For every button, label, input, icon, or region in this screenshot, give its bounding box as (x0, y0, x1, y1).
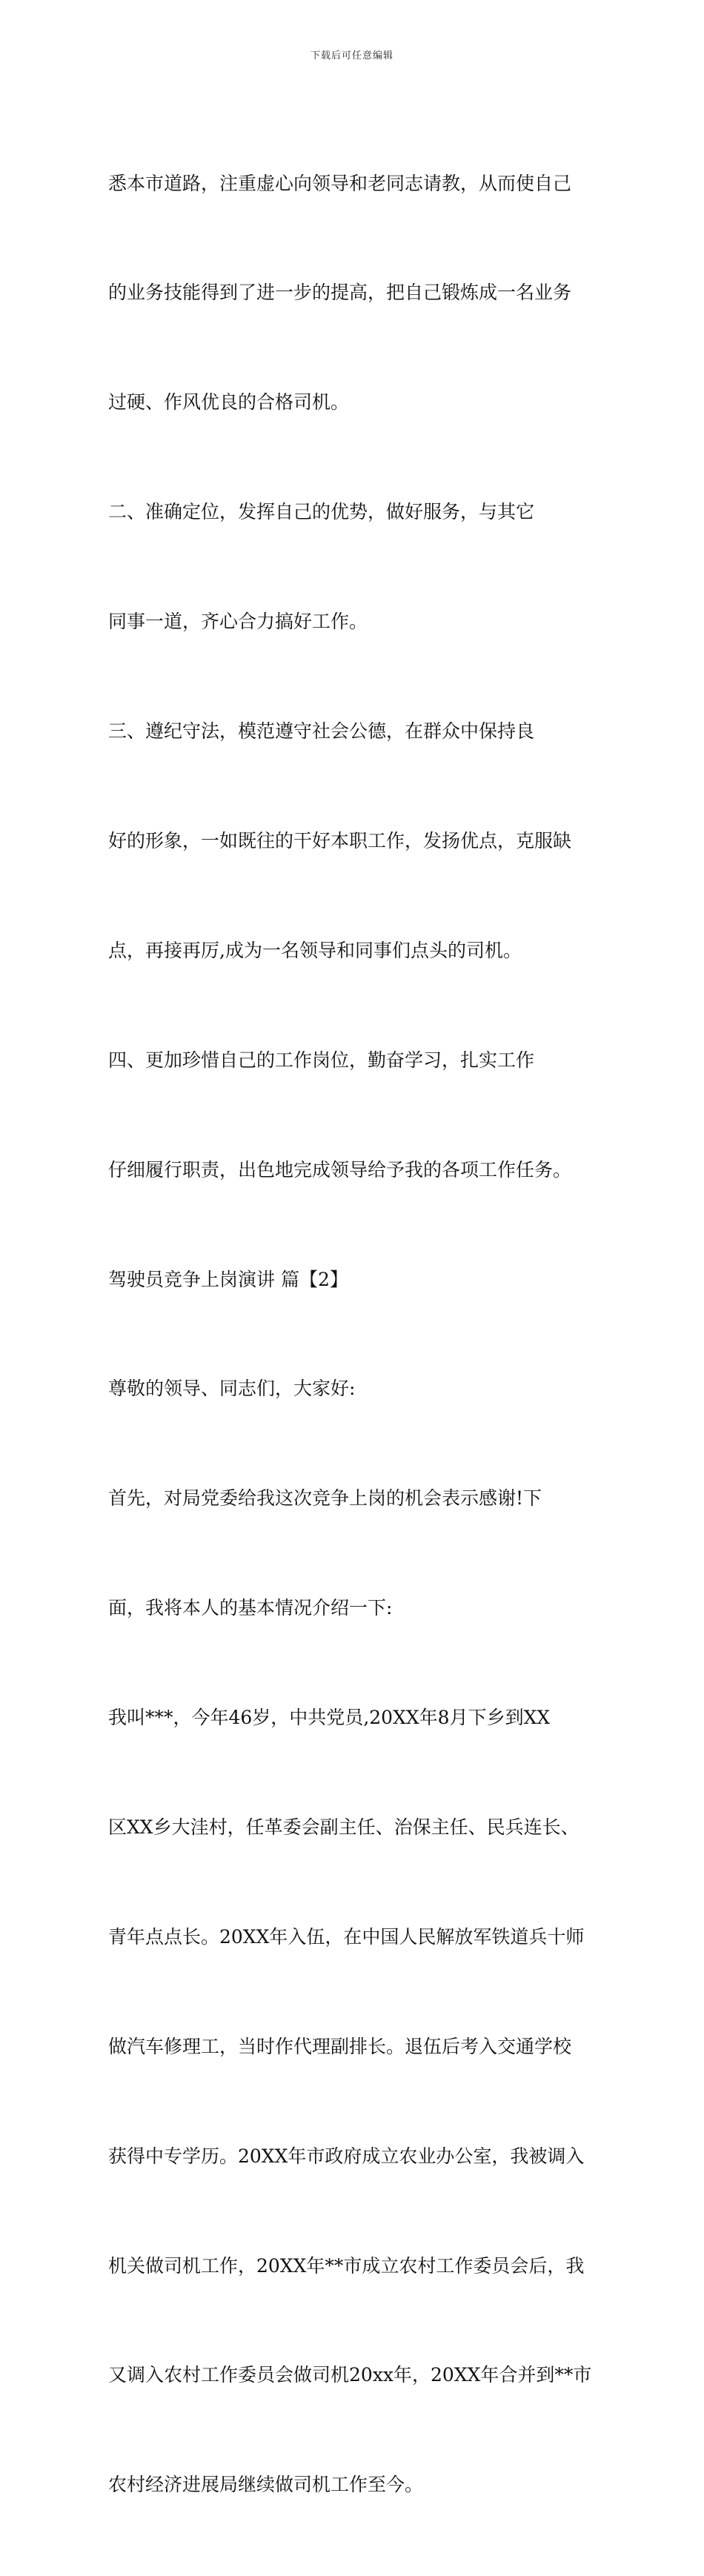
page-header: 下载后可任意编辑 (310, 50, 393, 62)
text-line: 机关做司机工作，20XX年**市成立农村工作委员会后，我 (108, 2254, 585, 2277)
text-line: 做汽车修理工，当时作代理副排长。退伍后考入交通学校 (108, 2035, 572, 2057)
text-line: 区XX乡大洼村，任革委会副主任、治保主任、民兵连长、 (108, 1816, 580, 1838)
text-line: 同事一道，齐心合力搞好工作。 (108, 611, 368, 633)
text-line: 四、更加珍惜自己的工作岗位，勤奋学习，扎实工作 (108, 1049, 535, 1071)
text-line: 二、准确定位，发挥自己的优势，做好服务，与其它 (108, 501, 535, 523)
text-line: 的业务技能得到了进一步的提高，把自己锻炼成一名业务 (108, 282, 572, 304)
text-line: 我叫***，今年46岁，中共党员,20XX年8月下乡到XX (108, 1707, 551, 1729)
section-heading: 驾驶员竞争上岗演讲 篇【2】 (108, 1268, 348, 1290)
text-line: 获得中专学历。20XX年市政府成立农业办公室，我被调入 (108, 2145, 585, 2167)
text-line: 悉本市道路，注重虚心向领导和老同志请教，从而使自己 (108, 172, 572, 194)
text-line: 青年点点长。20XX年入伍，在中国人民解放军铁道兵十师 (108, 1925, 585, 1948)
text-line: 点，再接再厉,成为一名领导和同事们点头的司机。 (108, 939, 522, 961)
text-line: 过硬、作风优良的合格司机。 (108, 391, 350, 414)
text-line: 三、遵纪守法，模范遵守社会公德，在群众中保持良 (108, 720, 535, 743)
body-text (108, 92, 605, 2576)
text-line: 面，我将本人的基本情况介绍一下: (108, 1597, 393, 1619)
document-body (108, 92, 605, 2576)
text-line: 仔细履行职责，出色地完成领导给予我的各项工作任务。 (108, 1158, 572, 1181)
text-line: 好的形象，一如既往的干好本职工作，发扬优点，克服缺 (108, 829, 572, 852)
text-line: 农村经济进展局继续做司机工作至今。 (108, 2474, 424, 2496)
text-line: 又调入农村工作委员会做司机20xx年，20XX年合并到**市 (108, 2364, 592, 2386)
text-line: 首先，对局党委给我这次竞争上岗的机会表示感谢!下 (108, 1487, 542, 1510)
text-line: 尊敬的领导、同志们，大家好: (108, 1378, 356, 1400)
